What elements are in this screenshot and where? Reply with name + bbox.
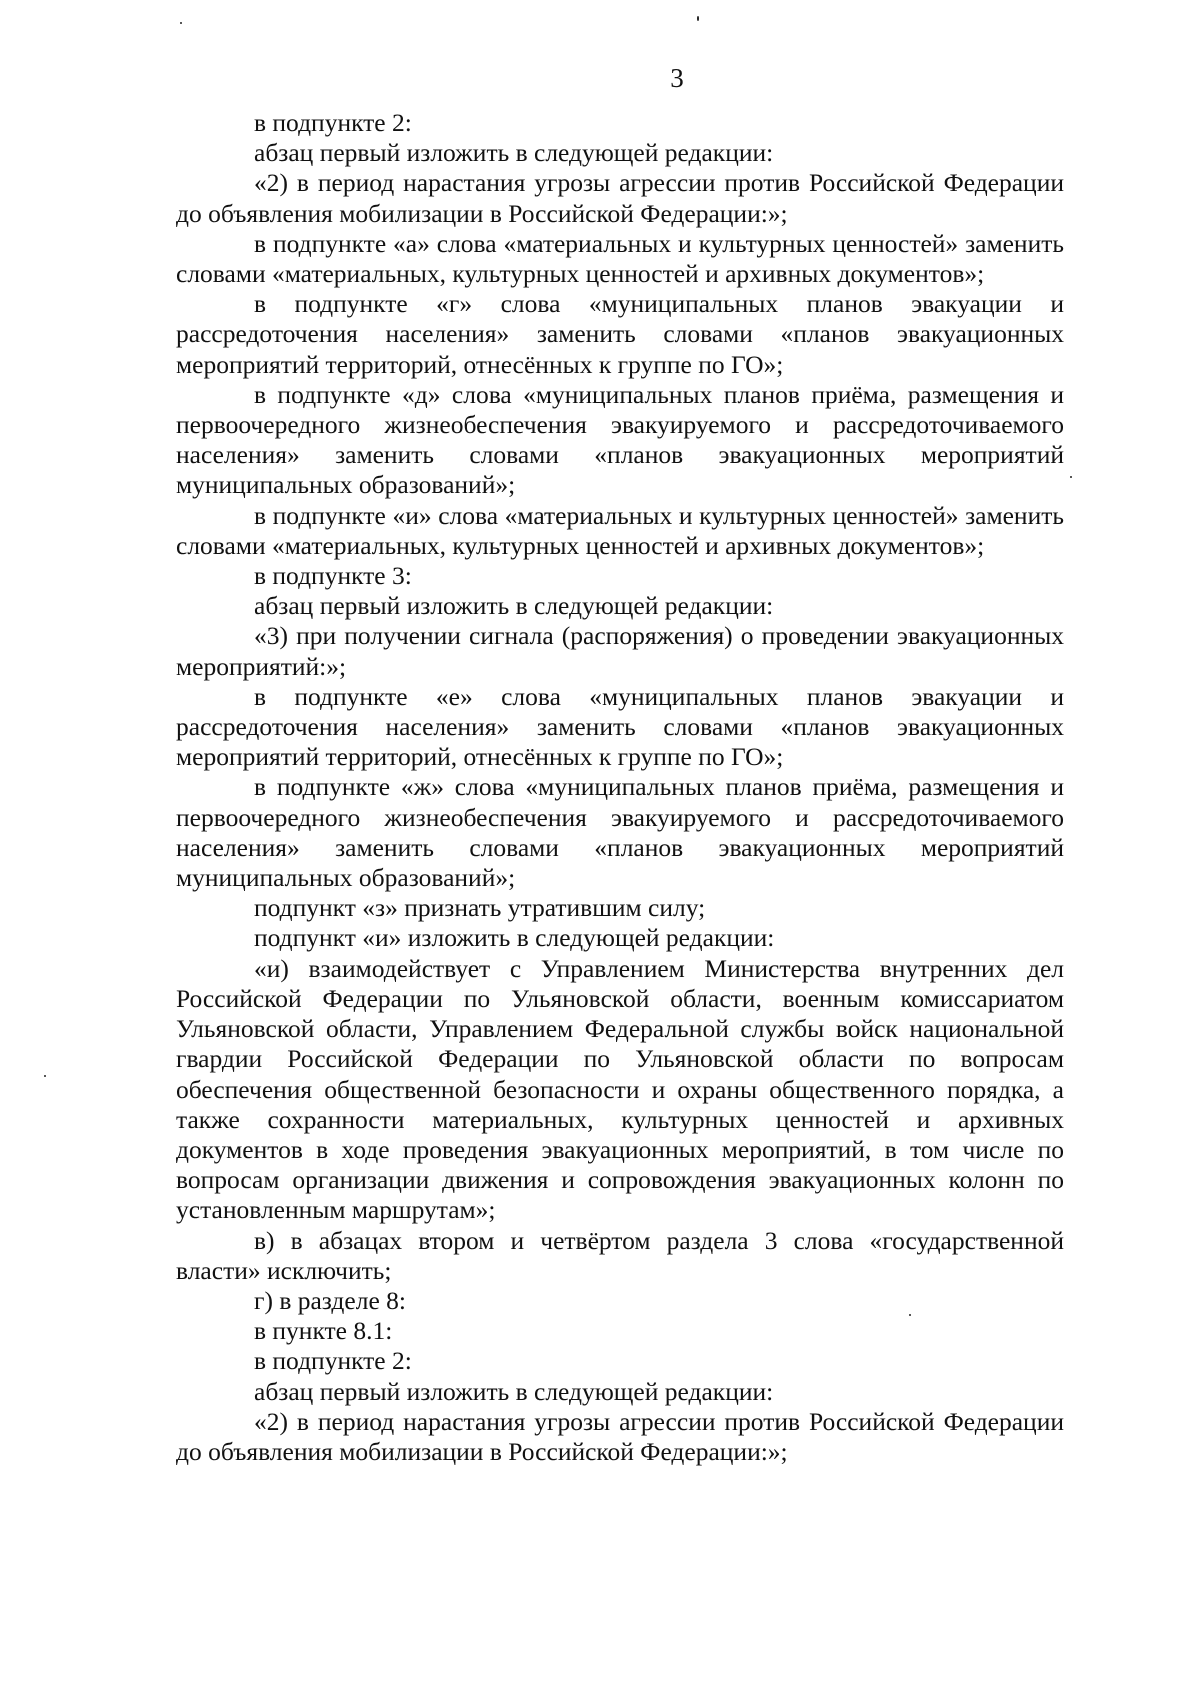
paragraph-8: в подпункте 3: [254, 561, 412, 591]
paragraph-21: «2) в период нарастания угрозы агрессии против Российской Федерации до объявления мобилизации в Российской Федерации:»; [176, 1406, 1064, 1466]
scan-speck [697, 16, 699, 21]
paragraph-14: подпункт «и» изложить в следующей редакции: [254, 923, 775, 953]
paragraph-3: «2) в период нарастания угрозы агрессии против Российской Федерации до объявления мобилизации в Российской Федерации:»; [176, 168, 1064, 228]
scan-speck [1070, 476, 1072, 478]
paragraph-17: г) в разделе 8: [254, 1285, 406, 1315]
paragraph-20: абзац первый изложить в следующей редакции: [254, 1376, 774, 1406]
document-body [176, 108, 1064, 1467]
paragraph-5: в подпункте «г» слова «муниципальных планов эвакуации и рассредоточения населения» заменить словами «планов эвакуационных мероприятий территорий, отнесённых к группе по ГО»; [176, 289, 1064, 379]
paragraph-19: в подпункте 2: [254, 1346, 412, 1376]
paragraph-15: «и) взаимодействует с Управлением Министерства внутренних дел Российской Федерации по Ульяновской области, военным комиссариатом Ульяновской области, Управлением Федеральной службы войск национальной гвардии Российской Федерации по Ульяновской области по вопросам обеспечения общественной безопасности и охраны общественного порядка, а также сохранности материальных, культурных ценностей и архивных документов в ходе проведения эвакуационных мероприятий, в том числе по вопросам организации движения и сопровождения эвакуационных колонн по установленным маршрутам»; [176, 953, 1064, 1225]
paragraph-4: в подпункте «а» слова «материальных и культурных ценностей» заменить словами «материальных, культурных ценностей и архивных документов»; [176, 228, 1064, 289]
paragraph-16: в) в абзацах втором и четвёртом раздела 3 слова «государственной власти» исключить; [176, 1225, 1064, 1285]
paragraph-6: в подпункте «д» слова «муниципальных планов приёма, размещения и первоочередного жизнеобеспечения эвакуируемого и рассредоточиваемого населения» заменить словами «планов эвакуационных мероприятий муниципальных образований»; [176, 379, 1064, 500]
paragraph-12: в подпункте «ж» слова «муниципальных планов приёма, размещения и первоочередного жизнеобеспечения эвакуируемого и рассредоточиваемого населения» заменить словами «планов эвакуационных мероприятий муниципальных образований»; [176, 772, 1064, 893]
scan-speck [180, 22, 182, 24]
paragraph-7: в подпункте «и» слова «материальных и культурных ценностей» заменить словами «материальных, культурных ценностей и архивных документов»; [176, 500, 1064, 560]
paragraph-1: в подпункте 2: [254, 108, 412, 137]
scan-speck [44, 1075, 46, 1077]
paragraph-13: подпункт «з» признать утратившим силу; [254, 893, 706, 923]
paragraph-11: в подпункте «е» слова «муниципальных планов эвакуации и рассредоточения населения» заменить словами «планов эвакуационных мероприятий территорий, отнесённых к группе по ГО»; [176, 681, 1064, 772]
page-number: 3 [670, 63, 684, 93]
paragraph-18: в пункте 8.1: [254, 1316, 393, 1346]
paragraph-2: абзац первый изложить в следующей редакции: [254, 138, 774, 168]
paragraph-9: абзац первый изложить в следующей редакции: [254, 591, 774, 621]
paragraph-10: «3) при получении сигнала (распоряжения) о проведении эвакуационных мероприятий:»; [176, 621, 1064, 681]
scan-speck [909, 1314, 911, 1316]
